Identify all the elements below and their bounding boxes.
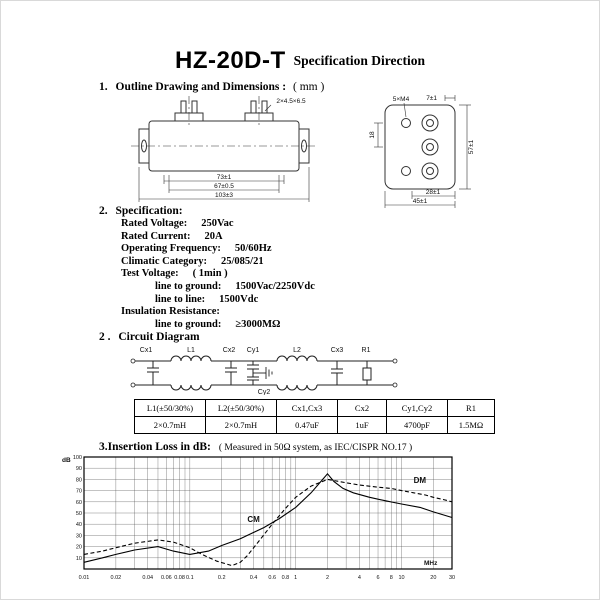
spec-row-line-to-line: line to line: 1500Vdc	[155, 293, 259, 305]
end-view-body	[385, 105, 455, 189]
y-tick-label: 50	[75, 511, 82, 517]
label-cx3: Cx3	[330, 347, 344, 354]
label-cx2: Cx2	[222, 347, 236, 354]
y-tick-label: 70	[75, 488, 82, 495]
dimension-lines	[374, 95, 471, 208]
label-cy2: Cy2	[257, 389, 271, 395]
y-tick-label: 60	[75, 499, 82, 506]
spec-row-rated-voltage: Rated Voltage: 250Vac	[121, 218, 234, 229]
x-tick-label: 0.1	[186, 575, 194, 581]
y-tick-label: 100	[72, 455, 82, 461]
section-spec-heading	[99, 205, 183, 217]
x-tick-label: 30	[448, 575, 456, 581]
col-cx1-cx3: Cx1,Cx3	[277, 400, 338, 417]
capacitor-cx2	[225, 361, 237, 385]
x-tick-label: 10	[398, 575, 405, 581]
dim-width-inner: 28±1	[425, 189, 441, 196]
title-subtitle: Specification Direction	[293, 53, 426, 68]
label-screw-count: 5×M4	[392, 96, 410, 103]
x-tick-label: 0.06	[160, 575, 172, 581]
spec-row-insulation-resistance: Insulation Resistance:	[121, 306, 220, 318]
val-cy1-cy2: 4700pF	[387, 417, 448, 434]
label-l2: L2	[293, 347, 301, 354]
x-tick-label: 0.08	[174, 575, 185, 581]
label-cy1: Cy1	[246, 347, 260, 354]
dim-terminal-size: 2×4.5×6.5	[276, 98, 306, 105]
x-tick-label: 0.2	[217, 575, 226, 581]
outline-end-view	[363, 93, 488, 211]
x-tick-label: 20	[430, 575, 437, 581]
dim-overall-length: 103±3	[214, 192, 234, 199]
section-outline-unit: ( mm )	[292, 81, 325, 93]
cm-series-label: CM	[247, 514, 260, 524]
insertion-loss-chart	[56, 451, 461, 591]
choke-l1	[171, 356, 211, 390]
dim-overall-height: 57±1	[468, 139, 475, 155]
dim-edge-offset: 7±1	[426, 95, 437, 102]
x-tick-label: 0.01	[78, 575, 90, 581]
x-tick-label: 2	[325, 575, 330, 581]
x-tick-label: 1	[294, 575, 298, 581]
y-tick-label: 10	[75, 555, 82, 562]
model-number: HZ-20D-T	[174, 47, 286, 74]
section-outline-heading	[99, 81, 324, 93]
circuit-schematic	[119, 343, 409, 395]
y-axis-label: dB	[62, 457, 71, 464]
component-table	[134, 399, 495, 434]
val-l2: 2×0.7mH	[206, 417, 277, 434]
col-r1: R1	[448, 400, 495, 417]
val-l1: 2×0.7mH	[135, 417, 206, 434]
resistor-r1	[363, 361, 371, 385]
component-table-value-row	[135, 417, 495, 434]
capacitor-cx3	[331, 361, 343, 385]
section-outline-label: Outline Drawing and Dimensions :	[115, 81, 287, 93]
val-cx2: 1uF	[338, 417, 387, 434]
x-tick-label: 8	[389, 575, 393, 581]
spec-row-test-voltage: Test Voltage: ( 1min )	[121, 268, 228, 280]
dim-body-length: 67±0.5	[214, 183, 234, 190]
capacitor-cx1	[147, 361, 159, 385]
x-axis-label: MHz	[424, 560, 438, 567]
spec-row-line-to-ground: line to ground: 1500Vac/2250Vdc	[155, 280, 315, 292]
section-circuit-heading	[99, 331, 200, 343]
component-table-header-row	[135, 400, 495, 417]
section-outline-number: 1.	[99, 81, 108, 93]
x-tick-label: 0.04	[142, 575, 154, 581]
dm-series-label: DM	[413, 475, 427, 485]
dim-mounting-pitch: 73±1	[216, 174, 232, 181]
col-cy1-cy2: Cy1,Cy2	[387, 400, 448, 417]
section-insertion-note: ( Measured in 50Ω system, as IEC/CISPR NO.17 )	[218, 443, 413, 453]
spec-row-operating-frequency: Operating Frequency: 50/60Hz	[121, 243, 272, 255]
val-r1: 1.5MΩ	[448, 417, 495, 434]
spec-row-insulation-value: line to ground: ≥3000MΩ	[155, 318, 281, 330]
page-title	[1, 47, 599, 75]
choke-l2	[277, 356, 317, 390]
y-tick-label: 30	[75, 533, 82, 540]
terminal-tabs	[175, 101, 273, 121]
terminal-leader-line	[265, 105, 271, 111]
val-cx1-cx3: 0.47uF	[277, 417, 338, 434]
y-tick-label: 90	[75, 466, 82, 473]
spec-list	[121, 218, 315, 331]
terminal-screws	[402, 115, 439, 179]
dim-width-overall: 45±1	[412, 198, 428, 205]
x-tick-label: 0.02	[110, 575, 122, 581]
spec-row-rated-current: Rated Current: 20A	[121, 230, 223, 242]
y-tick-label: 20	[75, 544, 82, 551]
x-tick-label: 0.6	[268, 575, 277, 581]
x-tick-label: 0.8	[281, 575, 290, 581]
y-tick-label: 40	[75, 522, 82, 529]
label-cx1: Cx1	[139, 347, 153, 354]
col-cx2: Cx2	[338, 400, 387, 417]
section-spec-number: 2.	[99, 205, 108, 217]
col-l2: L2(±50/30%)	[206, 400, 277, 417]
label-r1: R1	[361, 347, 371, 354]
section-insertion-label: 3.Insertion Loss in dB:	[99, 441, 211, 453]
col-l1: L1(±50/30%)	[135, 400, 206, 417]
outline-side-view	[119, 93, 349, 211]
section-circuit-label: Circuit Diagram	[118, 331, 200, 343]
x-tick-label: 0.4	[249, 575, 258, 581]
dim-hole-spacing: 18	[369, 131, 376, 139]
spec-row-climatic-category: Climatic Category: 25/085/21	[121, 255, 264, 267]
section-spec-label: Specification:	[115, 205, 183, 217]
x-tick-label: 6	[376, 575, 380, 581]
x-tick-label: 4	[357, 575, 361, 581]
section-circuit-number: 2 .	[99, 331, 111, 343]
y-tick-label: 80	[75, 477, 82, 484]
label-l1: L1	[187, 347, 195, 354]
